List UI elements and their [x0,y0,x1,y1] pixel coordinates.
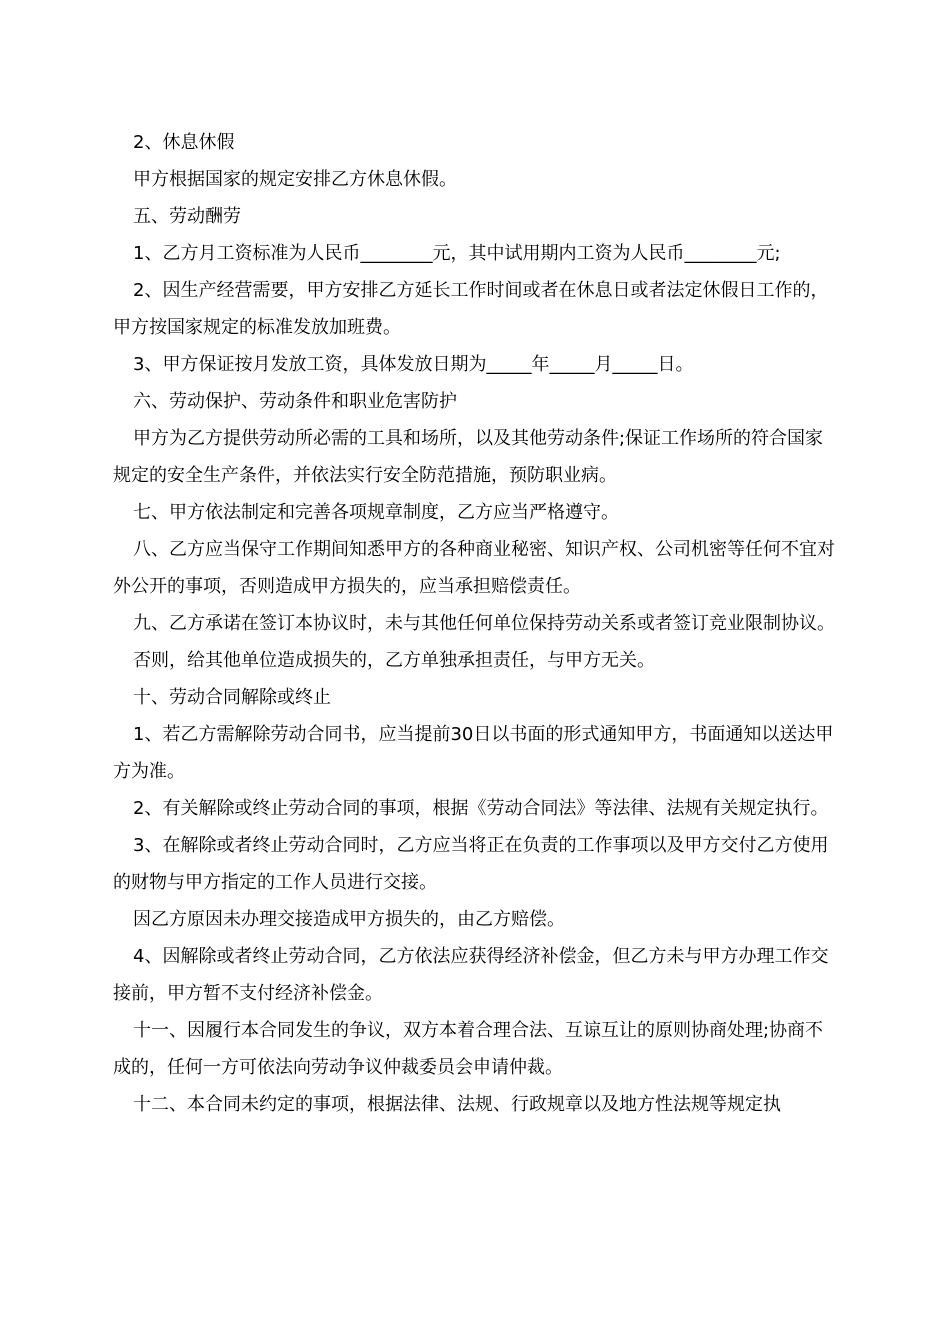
section-heading-remuneration: 五、劳动酬劳 [133,206,241,227]
paragraph: 因乙方原因未办理交接造成甲方损失的，由乙方赔偿。 [133,909,565,930]
paragraph: 4、因解除或者终止劳动合同，乙方依法应获得经济补偿金，但乙方未与甲方办理工作交接前，甲方暂不支付经济补偿金。 [113,946,829,1004]
paragraph: 2、有关解除或终止劳动合同的事项，根据《劳动合同法》等法律、法规有关规定执行。 [133,798,829,819]
paragraph: 十二、本合同未约定的事项，根据法律、法规、行政规章以及地方性法规等规定执 [133,1094,781,1115]
paragraph: 1、乙方月工资标准为人民币________元，其中试用期内工资为人民币________元; [133,243,781,264]
paragraph: 3、在解除或者终止劳动合同时，乙方应当将正在负责的工作事项以及甲方交付乙方使用的财物与甲方指定的工作人员进行交接。 [113,835,829,893]
section-heading-rest-leave: 2、休息休假 [133,132,235,153]
paragraph: 八、乙方应当保守工作期间知悉甲方的各种商业秘密、知识产权、公司机密等任何不宜对外公开的事项，否则造成甲方损失的，应当承担赔偿责任。 [113,539,835,597]
paragraph: 否则，给其他单位造成损失的，乙方单独承担责任，与甲方无关。 [133,650,655,671]
section-heading-termination: 十、劳动合同解除或终止 [133,687,331,708]
paragraph: 甲方根据国家的规定安排乙方休息休假。 [133,169,457,190]
section-heading-labor-protection: 六、劳动保护、劳动条件和职业危害防护 [133,391,457,412]
paragraph: 十一、因履行本合同发生的争议，双方本着合理合法、互谅互让的原则协商处理;协商不成的，任何一方可依法向劳动争议仲裁委员会申请仲裁。 [113,1020,824,1078]
paragraph: 甲方为乙方提供劳动所必需的工具和场所，以及其他劳动条件;保证工作场所的符合国家规定的安全生产条件，并依法实行安全防范措施，预防职业病。 [113,428,824,486]
paragraph: 1、若乙方需解除劳动合同书，应当提前30日以书面的形式通知甲方，书面通知以送达甲方为准。 [113,724,834,782]
paragraph: 七、甲方依法制定和完善各项规章制度，乙方应当严格遵守。 [133,502,619,523]
paragraph: 2、因生产经营需要，甲方安排乙方延长工作时间或者在休息日或者法定休假日工作的，甲方按国家规定的标准发放加班费。 [113,280,829,338]
paragraph: 九、乙方承诺在签订本协议时，未与其他任何单位保持劳动关系或者签订竞业限制协议。 [133,613,835,634]
document-body [113,124,837,1123]
paragraph: 3、甲方保证按月发放工资，具体发放日期为_____年_____月_____日。 [133,354,694,375]
